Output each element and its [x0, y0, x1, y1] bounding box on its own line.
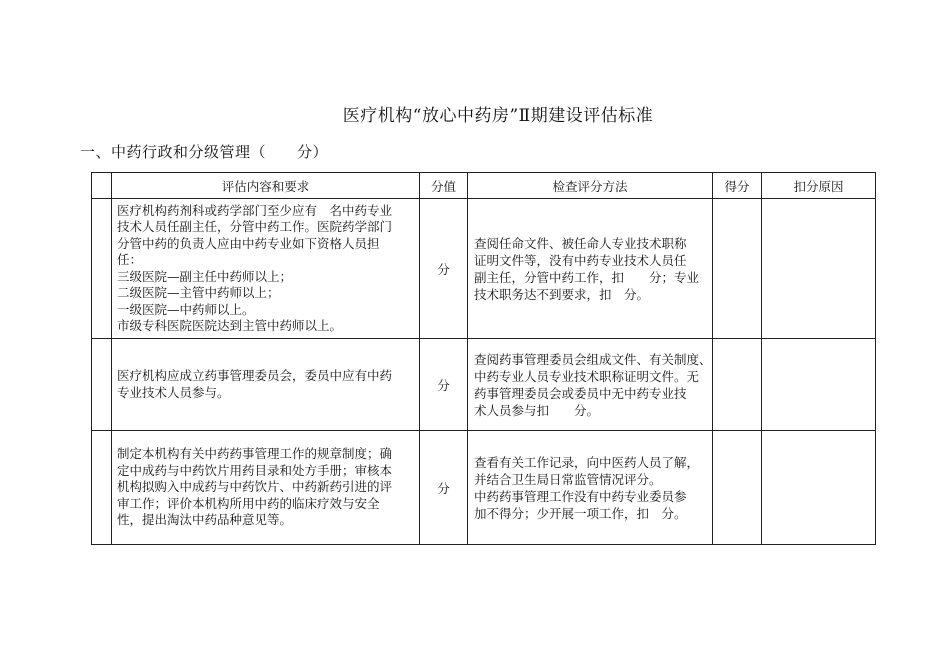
method-line: 药事管理委员会或委员中无中药专业技: [474, 385, 687, 401]
got-cell: [713, 339, 762, 431]
content-line: 分管中药的负责人应由中药专业如下资格人员担: [117, 235, 380, 251]
content-line: 市级专科医院医院达到主管中药师以上。: [117, 318, 343, 333]
method-line: 中药专业人员专业技术职称证明文件。无: [474, 368, 700, 384]
method-line: 查阅药事管理委员会组成文件、有关制度、: [474, 351, 712, 367]
header-content: 评估内容和要求: [112, 173, 420, 199]
method-line: 加不得分；少开展一项工作，扣 分。: [474, 505, 687, 521]
row-index-cell: [92, 199, 112, 339]
method-line: 并结合卫生局日常监管情况评分。: [474, 471, 662, 487]
content-line: 技术人员任副主任，分管中药工作。医院药学部门: [117, 219, 393, 234]
method-cell: [468, 199, 713, 339]
evaluation-table: [91, 172, 876, 545]
page-title: 医疗机构“放心中药房”Ⅱ期建设评估标准: [342, 106, 654, 126]
content-line: 制定本机构有关中药药事管理工作的规章制度；确: [117, 446, 393, 462]
got-cell: [713, 431, 762, 545]
header-score: 分值: [420, 173, 468, 199]
header-reason: 扣分原因: [762, 173, 876, 199]
content-cell: [112, 431, 420, 545]
content-line: 性，提出淘汰中药品种意见等。: [117, 512, 293, 528]
score-cell: 分: [420, 431, 468, 545]
score-cell: 分: [420, 339, 468, 431]
content-line: 二级医院—主管中药师以上；: [117, 285, 280, 300]
content-line: 定中成药与中药饮片用药目录和处方手册；审核本: [117, 462, 393, 478]
header-got: 得分: [713, 173, 762, 199]
method-line: 证明文件等，没有中药专业技术人员任: [474, 252, 687, 268]
method-line: 查阅任命文件、被任命人专业技术职称: [474, 235, 687, 251]
content-line: 审工作；评价本机构所用中药的临床疗效与安全: [117, 495, 380, 511]
table-row: [92, 199, 876, 339]
reason-cell: [762, 339, 876, 431]
table-header-row: [92, 173, 876, 199]
method-cell: [468, 431, 713, 545]
got-cell: [713, 199, 762, 339]
section-heading: 一、中药行政和分级管理（ 分）: [80, 143, 329, 161]
content-line: 机构拟购入中成药与中药饮片、中药新药引进的评: [117, 479, 393, 495]
method-line: 术人员参与扣 分。: [474, 402, 600, 418]
content-line: 任：: [117, 252, 143, 267]
row-index-cell: [92, 339, 112, 431]
header-method: 检查评分方法: [468, 173, 713, 199]
header-index: [92, 173, 112, 199]
row-index-cell: [92, 431, 112, 545]
table-row: [92, 339, 876, 431]
method-line: 中药药事管理工作没有中药专业委员参: [474, 488, 687, 504]
reason-cell: [762, 431, 876, 545]
reason-cell: [762, 199, 876, 339]
method-cell: [468, 339, 713, 431]
table-row: [92, 431, 876, 545]
content-cell: [112, 199, 420, 339]
content-line: 医疗机构应成立药事管理委员会，委员中应有中药: [117, 368, 393, 383]
score-cell: 分: [420, 199, 468, 339]
method-line: 技术职务达不到要求，扣 分。: [474, 286, 650, 302]
method-line: 副主任，分管中药工作，扣 分；专业: [474, 269, 700, 285]
content-line: 三级医院—副主任中药师以上；: [117, 268, 293, 284]
content-line: 医疗机构药剂科或药学部门至少应有 名中药专业: [117, 202, 393, 218]
content-line: 一级医院—中药师以上。: [117, 301, 255, 317]
method-line: 查看有关工作记录，向中医药人员了解，: [474, 454, 700, 470]
content-cell: [112, 339, 420, 431]
content-line: 专业技术人员参与。: [117, 384, 230, 400]
